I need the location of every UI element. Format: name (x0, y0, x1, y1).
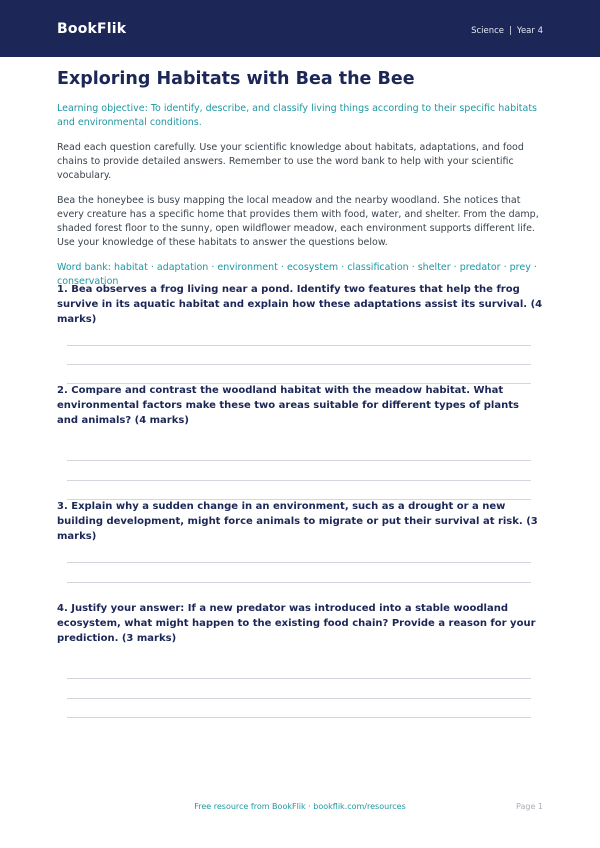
answer-line[interactable] (67, 562, 531, 563)
learning-objective: Learning objective: To identify, describe, and classify living things according to their specific habitats and environmental conditions. (57, 103, 538, 128)
page-title: Exploring Habitats with Bea the Bee (57, 69, 415, 89)
resource-credit: Free resource from BookFlik · bookflik.com/resources (194, 802, 406, 811)
question-2 (57, 383, 543, 428)
question-text: 4. Justify your answer: If a new predator was introduced into a stable woodland ecosystem, what might happen to the existing food chain? Provide a reason for your prediction. (3 marks) (57, 603, 536, 644)
question-text: 1. Bea observes a frog living near a pond. Identify two features that help the frog survive in its aquatic habitat and explain how these adaptations assist its survival. (4 marks) (57, 284, 543, 325)
subject-year-label (471, 27, 543, 36)
question-text: 2. Compare and contrast the woodland habitat with the meadow habitat. What environmental factors make these two areas suitable for different types of plants and animals? (4 marks) (57, 385, 519, 426)
answer-line[interactable] (67, 582, 531, 583)
year-label: Year 4 (516, 26, 543, 36)
question-text: 3. Explain why a sudden change in an environment, such as a drought or a new building development, might force animals to migrate or put their survival at risk. (3 marks) (57, 501, 538, 542)
brand-logo-text: BookFlik (57, 21, 127, 37)
answer-line[interactable] (67, 678, 531, 679)
answer-line[interactable] (67, 698, 531, 699)
instructions-paragraph: Read each question carefully. Use your scientific knowledge about habitats, adaptations, and food chains to provide detailed answers. Remember to use the word bank to help with your scientific vocabulary. (57, 142, 524, 181)
word-bank: Word bank: habitat · adaptation · environment · ecosystem · classification · shelter · predator · prey · conservation (57, 262, 537, 287)
worksheet-intro (57, 68, 543, 289)
answer-line[interactable] (67, 345, 531, 346)
story-paragraph: Bea the honeybee is busy mapping the local meadow and the nearby woodland. She notices that every creature has a specific home that provides them with food, water, and shelter. From the damp, shaded forest floor to the sunny, open wildflower meadow, each environment supports different life. Use your knowledge of these habitats to answer the questions below. (57, 195, 539, 248)
question-4 (57, 601, 543, 646)
answer-line[interactable] (67, 717, 531, 718)
page-number: Page 1 (516, 802, 543, 811)
meta-separator: | (509, 26, 512, 36)
answer-line[interactable] (67, 364, 531, 365)
answer-line[interactable] (67, 460, 531, 461)
question-3 (57, 499, 543, 544)
answer-line[interactable] (67, 480, 531, 481)
page-header (0, 0, 600, 57)
subject-label: Science (471, 26, 505, 36)
question-1 (57, 282, 543, 327)
